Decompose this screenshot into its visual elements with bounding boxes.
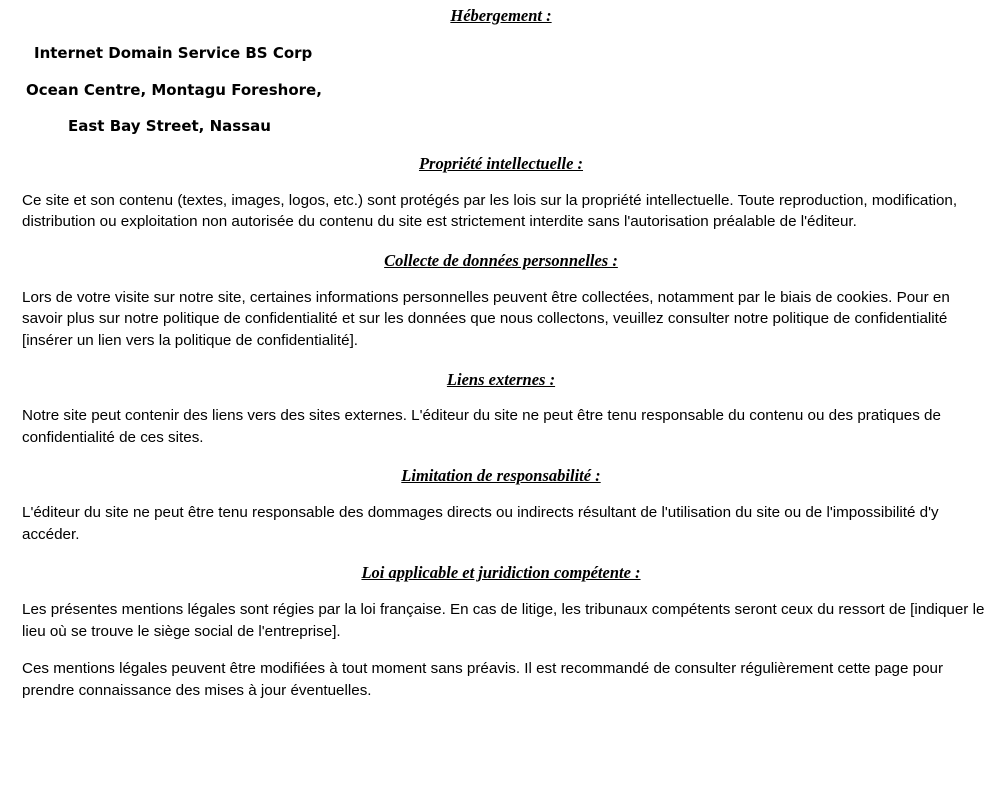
spacer [0,136,1002,154]
spacer [0,448,1002,466]
spacer [0,63,1002,81]
spacer [0,642,1002,658]
paragraph: Ces mentions légales peuvent être modifiées à tout moment sans préavis. Il est recommandé de consulter régulièrement cette page pour prendre connaissance des mises à jour éventuelles. [22,660,944,699]
spacer [0,174,1002,190]
address-line: Internet Domain Service BS Corp [34,43,313,62]
paragraph: Ce site et son contenu (textes, images, logos, etc.) sont protégés par les lois sur la propriété intellectuelle. Toute reproduction, modification, distribution ou exploitation non autorisée du contenu du site est strictement interdite sans l'autorisation préalable de l'éditeur. [22,191,958,231]
address-line: East Bay Street, Nassau [68,117,271,136]
spacer [0,545,1002,563]
spacer [0,486,1002,502]
spacer [0,271,1002,287]
spacer [0,583,1002,599]
paragraph: Notre site peut contenir des liens vers des sites externes. L'éditeur du site ne peut être tenu responsable du contenu ou des pratiques de confidentialité de ces sites. [22,407,941,446]
section-heading-collecte-donnees: Collecte de données personnelles : [384,251,618,270]
spacer [0,233,1002,251]
spacer [0,389,1002,405]
section-heading-limitation-responsabilite: Limitation de responsabilité : [401,466,601,486]
paragraph: Lors de votre visite sur notre site, certaines informations personnelles peuvent être collectées, notamment par le biais de cookies. Pour en savoir plus sur notre politique de confidentialité et sur les données que nous collectons, veuillez consulter notre politique de confidentialité [insérer un lien vers la politique de confidentialité]. [22,288,950,349]
spacer [0,352,1002,370]
address-line: Ocean Centre, Montagu Foreshore, [26,80,322,99]
spacer [0,99,1002,117]
hosting-address-block [0,44,1002,136]
section-heading-hebergement: Hébergement : [450,6,552,25]
section-heading-propriete-intellectuelle: Propriété intellectuelle : [418,154,584,174]
paragraph: Les présentes mentions légales sont régies par la loi française. En cas de litige, les tribunaux compétents seront ceux du ressort de [indiquer le lieu où se trouve le siège social de l'entreprise]. [22,601,985,640]
spacer [0,26,1002,44]
paragraph: L'éditeur du site ne peut être tenu responsable des dommages directs ou indirects résultant de l'utilisation du site ou de l'impossibilité d'y accéder. [22,504,939,543]
section-heading-liens-externes: Liens externes : [446,369,556,389]
section-heading-loi-applicable: Loi applicable et juridiction compétente : [361,563,641,583]
